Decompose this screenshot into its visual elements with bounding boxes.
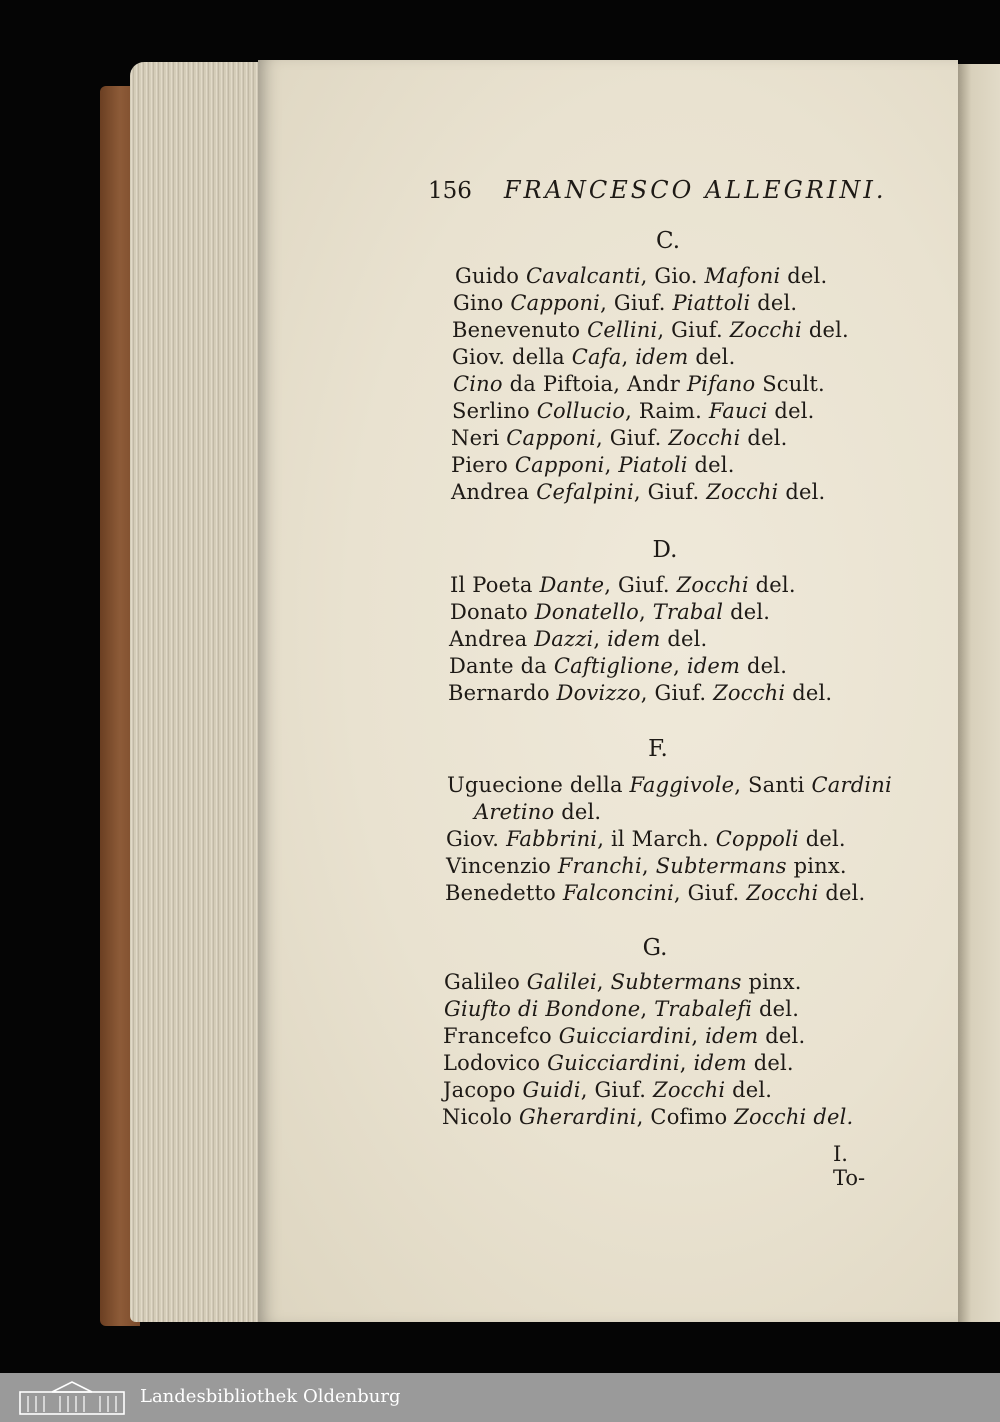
entry-text: del. [725,1078,773,1102]
entry-text: Benedetto [445,881,563,905]
entry-text: del. [740,654,788,678]
entry-text: del. [780,264,828,288]
entry-artist: Zocchi [729,318,802,342]
entry-artist: Piattoli [672,291,751,315]
entry-text: del. [554,800,602,824]
entry-text: Guido [455,264,526,288]
entry-text: , [640,997,655,1021]
entry-text: Scult. [755,372,825,396]
entry-text: , [641,854,656,878]
entry-artist: Subtermans [610,970,742,994]
entry-artist: Piatoli [618,453,688,477]
entry-line [445,881,865,905]
page-number: 156 [428,178,472,204]
entry-artist: idem [705,1024,759,1048]
entry-artist: Trabal [652,600,724,624]
entry-text: Serlino [452,399,537,423]
entry-text: Bernardo [448,681,557,705]
entry-name: Cavalcanti [525,264,641,288]
entry-name: Guidi [522,1078,581,1102]
entry-line [451,426,787,450]
facing-page-edge [952,64,1000,1322]
entry-text: Francefco [443,1024,559,1048]
entry-line [452,345,735,369]
entry-artist: Zocchi [676,573,749,597]
entry-text: del. [752,997,800,1021]
entry-text: del. [798,827,846,851]
entry-text: del. [660,627,708,651]
entry-artist: Zocchi [668,426,741,450]
entry-artist: idem [686,654,741,678]
library-name: Landesbibliothek Oldenburg [140,1386,401,1407]
entry-text: Dante da [449,654,554,678]
entry-text: del. [688,345,736,369]
entry-text: del. [785,681,833,705]
entry-artist: Zocchi [746,881,819,905]
entry-line [449,627,707,651]
page-edges [130,62,265,1322]
entry-text: Benevenuto [452,318,588,342]
entry-name: Capponi [514,453,605,477]
section-heading-c: C. [655,228,681,254]
entry-text: , [621,345,636,369]
entry-name: Fabbrini [506,827,598,851]
entry-text: , Santi [734,773,812,797]
entry-text: Lodovico [443,1051,548,1075]
entry-line [444,970,802,994]
entry-text: pinx. [786,854,847,878]
entry-line [446,827,846,851]
entry-text: , Raim. [625,399,709,423]
entry-text: Gino [453,291,511,315]
entry-name: Donatello [534,600,639,624]
entry-text: , [604,453,619,477]
entry-line [448,681,832,705]
entry-text: Donato [450,600,535,624]
entry-text: , Giuf. [604,573,677,597]
page-header [428,175,886,204]
entry-name: Faggivole [629,773,735,797]
entry-text: Giov. della [452,345,572,369]
entry-line [455,264,827,288]
entry-name: Aretino [474,800,555,824]
entry-text: del. [801,318,849,342]
section-heading-f: F. [648,736,668,762]
entry-text: Neri [451,426,507,450]
entry-line [450,600,770,624]
entry-text: del. [748,573,796,597]
entry-text: Andrea [449,627,535,651]
entry-text: da Piftoia, Andr [502,372,687,396]
entry-line [450,573,796,597]
entry-text: , [596,970,611,994]
entry-name: Dovizzo [556,681,641,705]
entry-name: Cefalpini [536,480,634,504]
entry-line [446,854,847,878]
entry-name: Guicciardini [558,1024,692,1048]
entry-artist: Fauci [708,399,768,423]
entry-text: Nicolo [442,1105,519,1129]
entry-text: , Cofimo [636,1105,735,1129]
entry-text: , [691,1024,706,1048]
entry-text: Piero [451,453,515,477]
entry-artist: Zocchi [653,1078,726,1102]
entry-name: Falconcini [562,881,674,905]
entry-text: Vincenzio [446,854,558,878]
entry-name: Gherardini [518,1105,637,1129]
entry-name: Capponi [510,291,601,315]
entry-text: , Giuf. [657,318,730,342]
entry-name: Cino [453,372,503,396]
entry-line [449,654,787,678]
entry-artist: Zocchi del. [734,1105,854,1129]
entry-artist: Mafoni [704,264,781,288]
entry-text: del. [746,1051,794,1075]
entry-artist: Pifano [686,372,756,396]
catchword: I. To- [833,1142,866,1190]
entry-name: Galilei [526,970,597,994]
entry-text: , il March. [597,827,716,851]
entry-artist: Zocchi [713,681,786,705]
entry-line [451,480,825,504]
entry-name: Giufto di Bondone [444,997,641,1021]
entry-line [444,997,799,1021]
entry-name: Cellini [587,318,658,342]
entry-text: , [679,1051,694,1075]
entry-line [447,773,902,797]
entry-artist: Cardini [811,773,892,797]
section-heading-g: G. [642,935,668,961]
entry-text: del. [767,399,815,423]
entry-artist: idem [693,1051,747,1075]
entry-line [453,291,797,315]
entry-artist: Trabalefi [654,997,753,1021]
entry-line-continuation [474,800,601,824]
entry-artist: idem [635,345,689,369]
entry-text: Giov. [446,827,507,851]
entry-name: Franchi [557,854,642,878]
entry-name: Cafa [571,345,622,369]
entry-name: Dante [539,573,605,597]
entry-text: del. [778,480,826,504]
entry-artist: Coppoli [715,827,799,851]
entry-text: , [593,627,608,651]
entry-text: , Giuf. [600,291,673,315]
entry-text: Andrea [451,480,537,504]
entry-line [442,1105,853,1129]
entry-text: , Giuf. [580,1078,654,1102]
entry-line [452,318,849,342]
entry-text: , Gio. [640,264,705,288]
entry-text: del. [687,453,735,477]
entry-artist: idem [607,627,661,651]
entry-text: del. [758,1024,806,1048]
entry-text: del. [723,600,771,624]
entry-name: Guicciardini [547,1051,680,1075]
entry-name: Capponi [506,426,596,450]
entry-text: Uguecione della [447,773,630,797]
entry-text: del. [740,426,788,450]
entry-name: Caftiglione [553,654,674,678]
entry-name: Collucio [536,399,626,423]
entry-name: Dazzi [534,627,594,651]
entry-text: , Giuf. [633,480,707,504]
entry-artist: Subtermans [655,854,787,878]
entry-line [443,1078,772,1102]
entry-line [453,372,825,396]
footer-bar [0,1373,1000,1422]
entry-line [452,399,814,423]
entry-text: Galileo [444,970,527,994]
entry-text: Il Poeta [450,573,540,597]
entry-line [443,1024,805,1048]
entry-text: Jacopo [443,1078,523,1102]
entry-artist: Zocchi [706,480,779,504]
entry-text: , Giuf. [673,881,747,905]
entry-text: , [638,600,653,624]
entry-text: del. [818,881,866,905]
section-heading-d: D. [652,537,678,563]
entry-text: , Giuf. [640,681,714,705]
entry-text: , [673,654,687,678]
entry-text: del. [750,291,798,315]
running-title: FRANCESCO ALLEGRINI. [503,176,887,204]
entry-text: , Giuf. [596,426,669,450]
entry-line [443,1051,794,1075]
entry-line [451,453,735,477]
library-building-icon [18,1380,126,1416]
entry-text: pinx. [741,970,802,994]
